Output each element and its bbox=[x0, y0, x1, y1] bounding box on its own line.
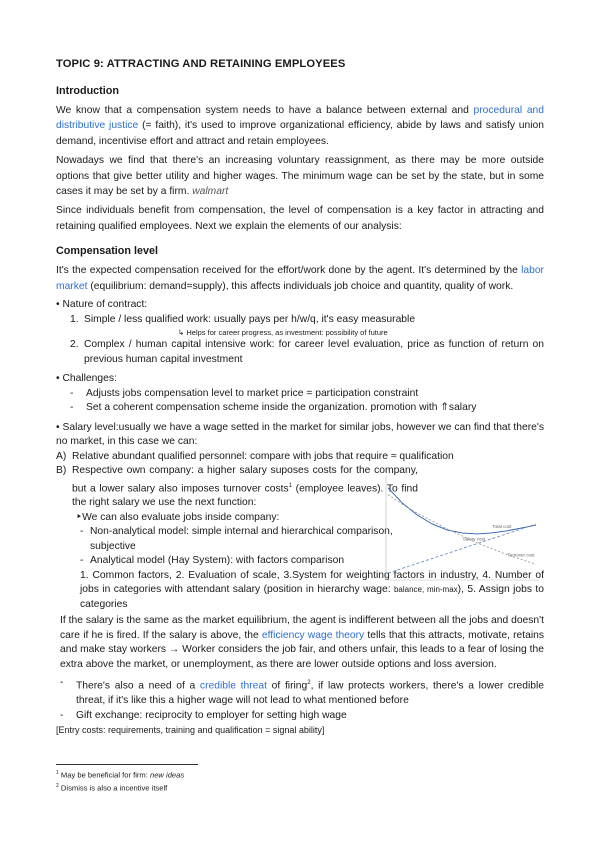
plot-area bbox=[388, 488, 536, 573]
evaluation-line: ‣We can also evaluate jobs inside company: bbox=[76, 511, 280, 523]
career-note: ↳ Helps for career progress, as investment: possibility of future bbox=[178, 328, 388, 338]
compensation-paragraph: It's the expected compensation received for the effort/work done by the agent. It's determined by the labor market (equilibrium: demand=supply), this affects individuals job choice and quantity, quality of work. bbox=[56, 265, 544, 292]
intro-paragraph-2: Nowadays we find that there's an increasing voluntary reassignment, as there may be more outside options that give better utility and higher wages. The minimum wage can be set by the state, but in some cases it may be set by a firm. walmart bbox=[56, 155, 544, 198]
walmart-note: walmart bbox=[192, 186, 229, 198]
challenges-list bbox=[70, 387, 544, 416]
series-line-1 bbox=[388, 488, 536, 534]
series-label: Total cost bbox=[492, 523, 512, 529]
intro-paragraph-3: Since individuals benefit from compensation, the level of compensation is a key factor in attracting and retaining qualified employees. Next we explain the elements of our analysis: bbox=[56, 205, 544, 232]
equilibrium-paragraph: If the salary is the same as the market equilibrium, the agent is indifferent between all the jobs and doesn't care if he is fired. If the salary is above, the efficiency wage theory tells that this attracts, motivate, retains and make stay workers → Worker considers the job fair, and others unfair, this leads to a fear of losing the extra above the market, or unemployment, as there are lower outside options and loss aversion. bbox=[60, 615, 544, 670]
compensation-heading: Compensation level bbox=[56, 245, 158, 258]
efficiency-wage-link[interactable]: efficiency wage theory bbox=[261, 629, 365, 641]
evaluation-block bbox=[76, 511, 422, 569]
list-item: 1. Simple / less qualified work: usually pays per h/w/q, it's easy measurable bbox=[70, 313, 416, 325]
nature-list bbox=[70, 313, 544, 368]
labor-market-link[interactable]: labor market bbox=[56, 265, 544, 292]
footnote-1: $^1$ May be beneficial for firm: new ideas bbox=[56, 770, 185, 780]
series-label: Salary cost bbox=[462, 536, 486, 542]
footnote-2: $^2$ Dismiss is also a incentive itself bbox=[56, 783, 168, 793]
footnote-rule bbox=[56, 764, 198, 765]
option-b: B) Respective own company: a higher salary suposes costs for the company, but a lower salary also imposes turnover costs$^1$ (employee leaves). To find the right salary we use the next function: bbox=[56, 465, 418, 509]
factors-paragraph: 1. Common factors, 2. Evaluation of scale, 3.System for weighting factors in industry, 4. Number of jobs in categories with attendant salary (position in hierarchy wage: balance, min-max), 5. Assign jobs to categories bbox=[80, 569, 544, 610]
salary-level-paragraph: • Salary level:usually we have a wage setted in the market for similar jobs, however we can find that there's no market, in this case we can: bbox=[56, 421, 544, 448]
list-item: 2. Complex / human capital intensive work: for career level evaluation, price as function of return on previous human capital investment bbox=[70, 339, 544, 365]
nature-label: • Nature of contract: bbox=[56, 299, 148, 311]
list-item: - Analytical model (Hay System): with factors comparison bbox=[80, 555, 345, 567]
challenges-label: • Challenges: bbox=[56, 373, 117, 385]
page-title: TOPIC 9: ATTRACTING AND RETAINING EMPLOYEES bbox=[56, 58, 346, 70]
intro-paragraph-1: We know that a compensation system needs to have a balance between external and procedural and distributive justice (= faith), it's used to improve organizational efficiency, abide by laws and satisfy union demand, incentivise effort and attract and retain employees. bbox=[56, 105, 544, 147]
procedural-justice-link[interactable]: procedural and distributive justice bbox=[56, 105, 544, 132]
list-item: - Non-analytical model: simple internal and hierarchical comparison, subjective bbox=[80, 526, 393, 552]
option-a: A) Relative abundant qualified personnel: compare with jobs that require ≈ qualification bbox=[56, 450, 454, 462]
series-line-2 bbox=[388, 524, 536, 573]
series-labels bbox=[463, 524, 535, 557]
threat-list bbox=[60, 676, 544, 723]
list-item: - Gift exchange: reciprocity to employer for setting high wage bbox=[60, 709, 347, 721]
entry-costs-note: [Entry costs: requirements, training and qualification = signal ability] bbox=[56, 725, 325, 736]
credible-threat-link[interactable]: credible threat bbox=[199, 680, 267, 692]
list-item: - Adjusts jobs compensation level to market price = participation constraint bbox=[70, 387, 419, 399]
cost-chart bbox=[380, 474, 546, 586]
intro-heading: Introduction bbox=[56, 85, 119, 97]
footnotes bbox=[56, 764, 544, 794]
series-label: Turnover cost bbox=[507, 552, 535, 558]
list-item: - There's also a need of a credible threat of firing$^2$, if law protects workers, there's a lower credible threat, if it's like this a higher wage will not lead to what mentioned before bbox=[60, 677, 544, 707]
list-item: - Set a coherent compensation scheme inside the organization. promotion with ⇑salary bbox=[70, 402, 477, 414]
